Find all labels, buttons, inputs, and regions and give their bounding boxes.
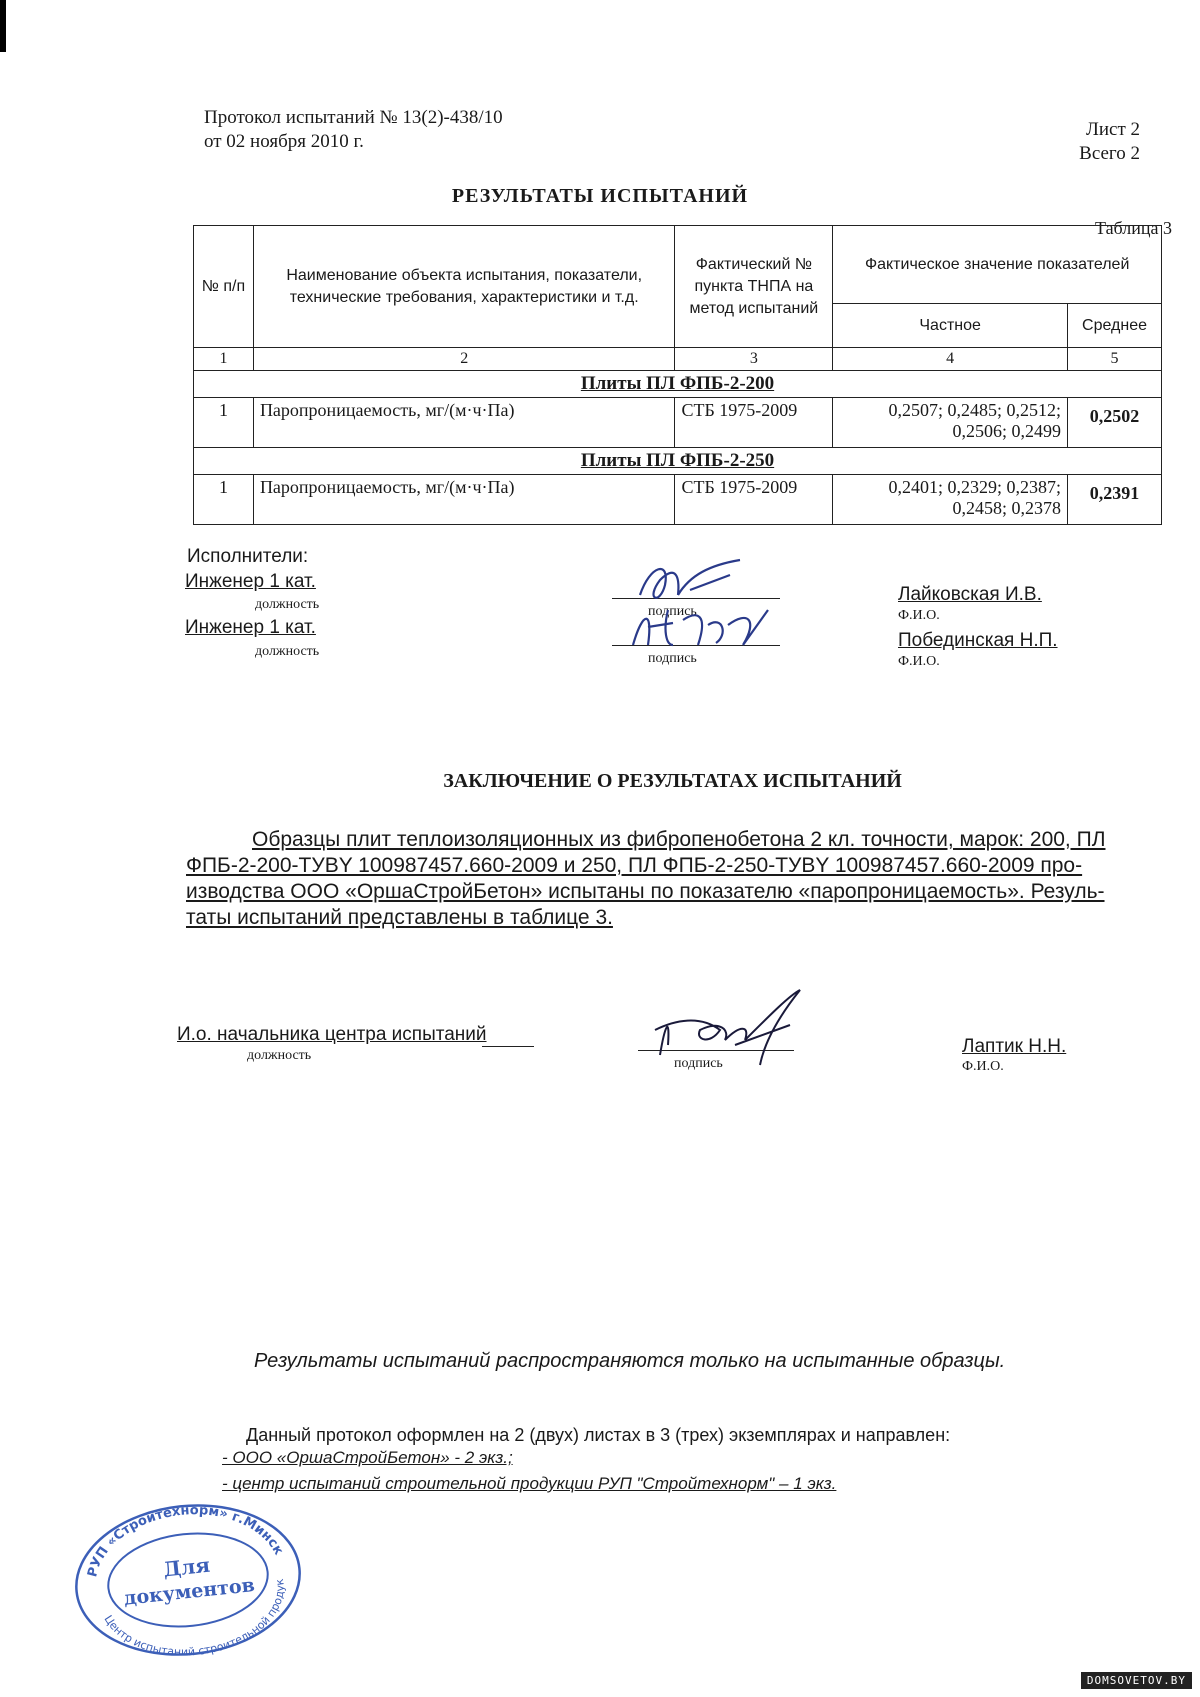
header-partial: Частное (833, 304, 1068, 348)
conclusion-title: ЗАКЛЮЧЕНИЕ О РЕЗУЛЬТАТАХ ИСПЫТАНИЙ (443, 770, 902, 792)
group-title: Плиты ПЛ ФПБ-2-250 (194, 448, 1162, 475)
distribution-item: - ООО «ОршаСтройБетон» - 2 экз.; (222, 1448, 513, 1467)
protocol-date: от 02 ноября 2010 г. (204, 131, 364, 152)
header-actual-values: Фактическое значение показателей (833, 226, 1162, 304)
results-title: РЕЗУЛЬТАТЫ ИСПЫТАНИЙ (451, 185, 749, 207)
scan-edge-mark (0, 0, 6, 52)
conclusion-line: таты испытаний представлены в таблице 3. (186, 906, 613, 929)
partial-values-line: 0,2507; 0,2485; 0,2512; (888, 400, 1061, 420)
header-clause: Фактический № пункта ТНПА на метод испытаний (675, 226, 833, 348)
protocol-number: Протокол испытаний № 13(2)-438/10 (204, 107, 503, 128)
signature-caption: подпись (648, 651, 697, 666)
row-method: СТБ 1975-2009 (675, 475, 833, 525)
column-number: 3 (675, 348, 833, 371)
row-mean-value: 0,2391 (1068, 475, 1162, 525)
group-heading-row (194, 371, 1162, 398)
column-number: 5 (1068, 348, 1162, 371)
signature-caption: подпись (674, 1056, 723, 1071)
position-caption: должность (255, 597, 320, 612)
group-title: Плиты ПЛ ФПБ-2-200 (194, 371, 1162, 398)
name-caption: Ф.И.О. (898, 654, 940, 669)
stamp-line: документов (122, 1574, 256, 1610)
executor-position: Инженер 1 кат. (185, 571, 316, 592)
organization-stamp (68, 1500, 308, 1660)
head-name: Лаптик Н.Н. (962, 1036, 1067, 1057)
partial-values-line: 0,2458; 0,2378 (952, 498, 1061, 518)
site-watermark: DOMSOVETOV.BY (1081, 1672, 1192, 1689)
row-number: 1 (194, 475, 254, 525)
row-mean-value: 0,2502 (1068, 398, 1162, 448)
position-caption: должность (255, 644, 320, 659)
sheet-number: Лист 2 (1085, 119, 1140, 140)
table-label: Таблица 3 (1095, 218, 1172, 238)
executors-title: Исполнители: (187, 546, 309, 567)
distribution-item: - центр испытаний строительной продукции РУП "Стройтехнорм" – 1 экз. (222, 1474, 837, 1493)
stamp-line: Для (162, 1552, 212, 1582)
executor-name: Лайковская И.В. (898, 584, 1042, 605)
row-method: СТБ 1975-2009 (675, 398, 833, 448)
row-partial-values (833, 475, 1068, 525)
stamp-inner-text: Центр испытаний строительной продукции (101, 1578, 287, 1659)
table-row (194, 398, 1162, 448)
signature-image (628, 605, 778, 655)
conclusion-line: Образцы плит теплоизоляционных из фибропенобетона 2 кл. точности, марок: 200, ПЛ (252, 828, 1106, 851)
name-caption: Ф.И.О. (898, 608, 940, 623)
row-partial-values (833, 398, 1068, 448)
distribution-intro: Данный протокол оформлен на 2 (двух) листах в 3 (трех) экземплярах и направлен: (246, 1425, 951, 1445)
name-caption: Ф.И.О. (962, 1059, 1004, 1074)
column-number: 2 (253, 348, 675, 371)
stamp-outer-text: РУП «Стройтехнорм» г.Минск (85, 1503, 286, 1579)
partial-values-line: 0,2401; 0,2329; 0,2387; (888, 477, 1061, 497)
executor-position: Инженер 1 кат. (185, 617, 316, 638)
partial-values-line: 0,2506; 0,2499 (952, 421, 1061, 441)
header-mean: Среднее (1068, 304, 1162, 348)
head-position: И.о. начальника центра испытаний (177, 1024, 487, 1045)
header-name: Наименование объекта испытания, показатели, технические требования, характеристики и т.д. (253, 226, 675, 348)
column-number: 1 (194, 348, 254, 371)
executor-name: Побединская Н.П. (898, 630, 1058, 651)
header-num: № п/п (194, 226, 254, 348)
column-number: 4 (833, 348, 1068, 371)
sheet-total: Всего 2 (1079, 143, 1140, 164)
conclusion-line: изводства ООО «ОршаСтройБетон» испытаны по показателю «паропроницаемость». Резуль- (186, 880, 1105, 903)
results-table (193, 225, 1162, 525)
table-row (194, 475, 1162, 525)
row-number: 1 (194, 398, 254, 448)
position-underline (482, 1046, 534, 1047)
row-indicator: Паропроницаемость, мг/(м·ч·Па) (253, 475, 675, 525)
group-heading-row (194, 448, 1162, 475)
row-indicator: Паропроницаемость, мг/(м·ч·Па) (253, 398, 675, 448)
signature-caption: подпись (648, 604, 697, 619)
results-note: Результаты испытаний распространяются только на испытанные образцы. (254, 1350, 1006, 1372)
column-number-row (194, 348, 1162, 371)
conclusion-line: ФПБ-2-200-ТУBY 100987457.660-2009 и 250, ПЛ ФПБ-2-250-ТУBY 100987457.660-2009 про- (186, 854, 1083, 877)
position-caption: должность (247, 1048, 312, 1063)
signature-image (640, 985, 820, 1075)
